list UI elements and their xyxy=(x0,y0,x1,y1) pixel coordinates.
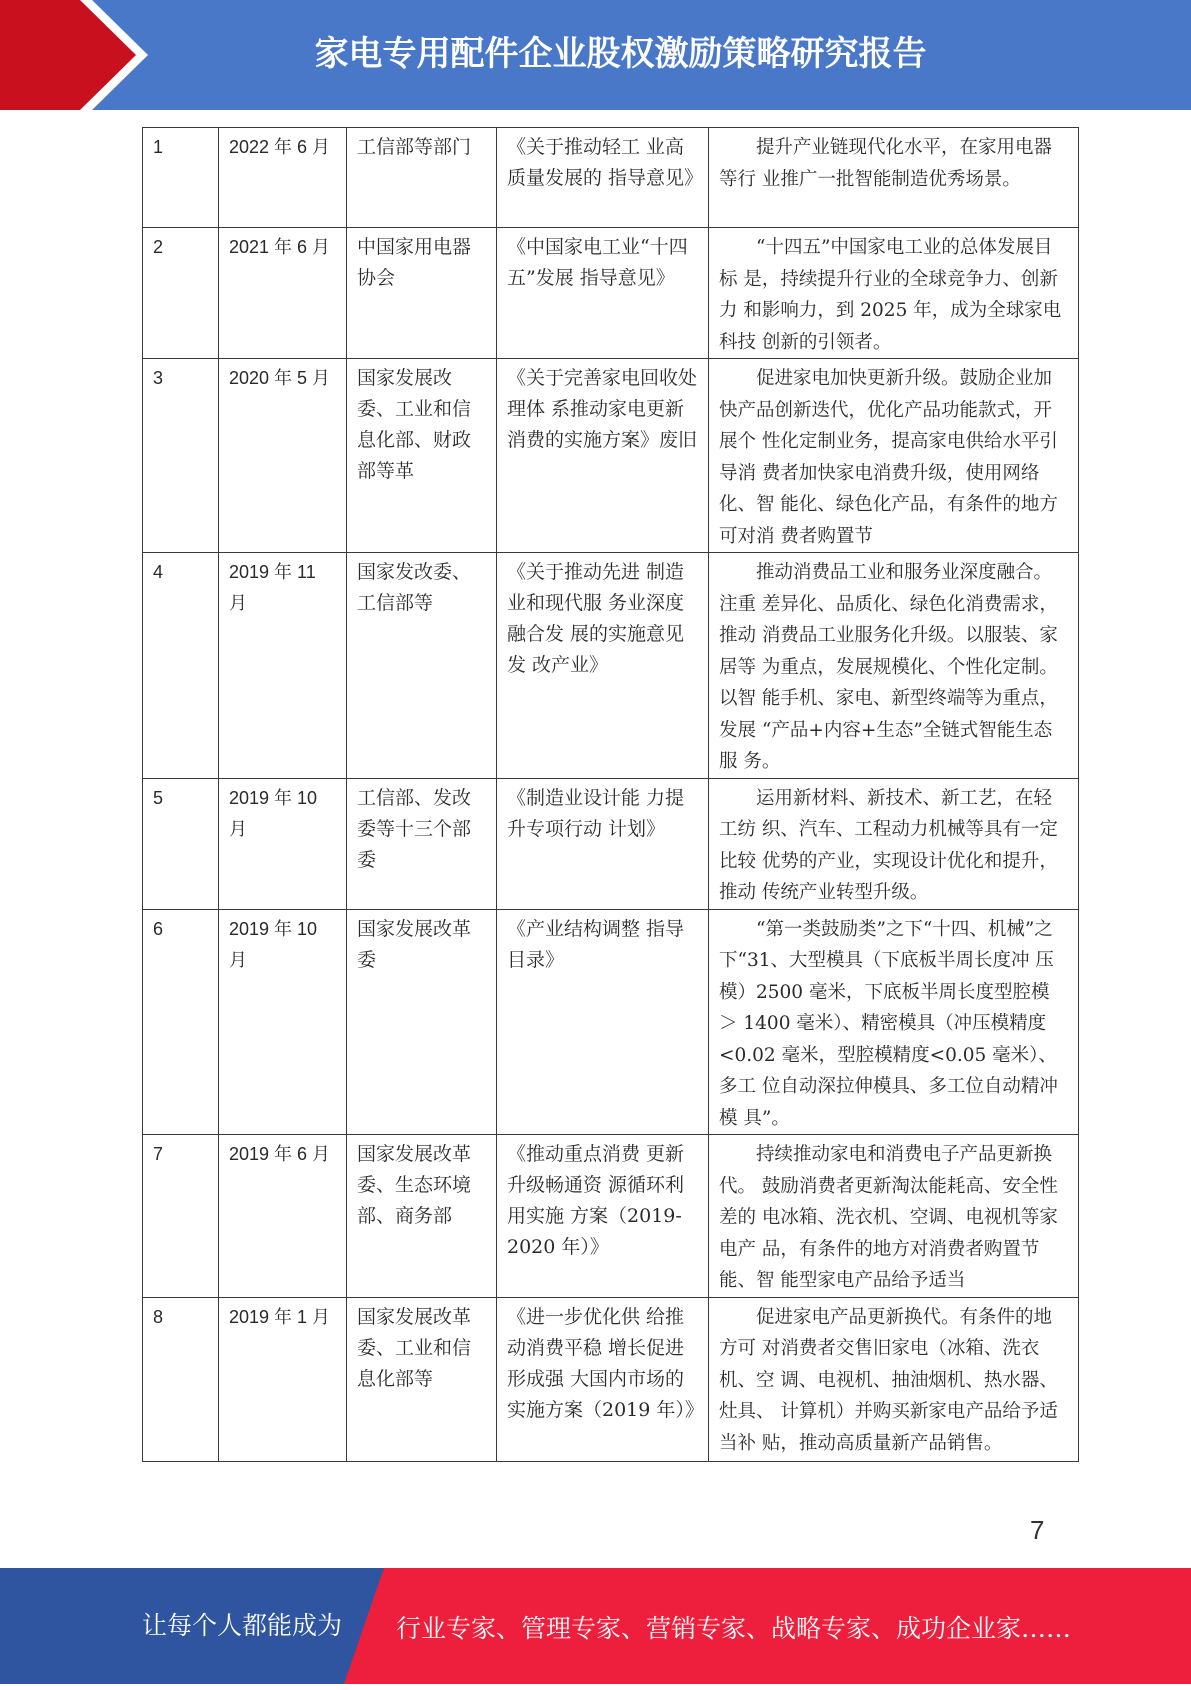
issuing-department: 国家发展改革委、生态环境部、商务部 xyxy=(347,1135,497,1298)
row-number: 4 xyxy=(143,553,219,779)
issue-date: 2019 年 6 月 xyxy=(219,1135,347,1298)
issuing-department: 中国家用电器协会 xyxy=(347,228,497,359)
policy-document: 《关于推动轻工 业高质量发展的 指导意见》 xyxy=(497,128,709,228)
policy-content: “第一类鼓励类”之下“十四、机械”之下“31、大型模具（下底板半周长度冲 压模）2500 毫米，下底板半周长度型腔模 ＞ 1400 毫米）、精密模具（冲压模精度 <0.02 毫米，型腔模精度<0.05 毫米）、多工 位自动深拉伸模具、多工位自动精冲模 具”。 xyxy=(709,909,1079,1135)
policy-document: 《制造业设计能 力提升专项行动 计划》 xyxy=(497,778,709,909)
report-title: 家电专用配件企业股权激励策略研究报告 xyxy=(314,34,927,74)
table-row xyxy=(143,228,1079,359)
row-number: 2 xyxy=(143,228,219,359)
row-number: 6 xyxy=(143,909,219,1135)
policy-document: 《关于推动先进 制造业和现代服 务业深度融合发 展的实施意见发 改产业》 xyxy=(497,553,709,779)
policy-content: 运用新材料、新技术、新工艺，在轻工纺 织、汽车、工程动力机械等具有一定比较 优势的产业，实现设计优化和提升，推动 传统产业转型升级。 xyxy=(709,778,1079,909)
issue-date: 2022 年 6 月 xyxy=(219,128,347,228)
table-row xyxy=(143,1297,1079,1461)
issuing-department: 国家发展改革委、工业和信息化部等 xyxy=(347,1297,497,1461)
row-number: 1 xyxy=(143,128,219,228)
row-number: 8 xyxy=(143,1297,219,1461)
issuing-department: 国家发改委、工信部等 xyxy=(347,553,497,779)
header-arrow-decoration xyxy=(0,0,155,110)
footer-slogan-left: 让每个人都能成为 xyxy=(142,1611,343,1640)
policy-content: 促进家电产品更新换代。有条件的地方可 对消费者交售旧家电（冰箱、洗衣机、空 调、电视机、抽油烟机、热水器、灶具、 计算机）并购买新家电产品给予适当补 贴，推动高质量新产品销售。 xyxy=(709,1297,1079,1461)
issue-date: 2019 年 1 月 xyxy=(219,1297,347,1461)
policy-document: 《推动重点消费 更新升级畅通资 源循环利用实施 方案（2019- 2020 年）》 xyxy=(497,1135,709,1298)
page-number: 7 xyxy=(1030,1515,1045,1545)
table-row xyxy=(143,128,1079,228)
policy-document: 《进一步优化供 给推动消费平稳 增长促进形成强 大国内市场的实施方案（2019 年）》 xyxy=(497,1297,709,1461)
footer-slogan-right: 行业专家、管理专家、营销专家、战略专家、成功企业家…… xyxy=(396,1614,1072,1643)
policy-table xyxy=(142,127,1079,1462)
issue-date: 2019 年 11 月 xyxy=(219,553,347,779)
issue-date: 2021 年 6 月 xyxy=(219,228,347,359)
table-row xyxy=(143,553,1079,779)
table-row xyxy=(143,778,1079,909)
table-row xyxy=(143,1135,1079,1298)
issuing-department: 工信部、发改委等十三个部委 xyxy=(347,778,497,909)
policy-content: 持续推动家电和消费电子产品更新换代。 鼓励消费者更新淘汰能耗高、安全性差的 电冰箱、洗衣机、空调、电视机等家电产 品，有条件的地方对消费者购置节能、智 能型家电产品给予适当 xyxy=(709,1135,1079,1298)
policy-document: 《中国家电工业“十四五”发展 指导意见》 xyxy=(497,228,709,359)
table-row xyxy=(143,359,1079,553)
issuing-department: 工信部等部门 xyxy=(347,128,497,228)
policy-document: 《关于完善家电回收处理体 系推动家电更新 消费的实施方案》废旧 xyxy=(497,359,709,553)
issue-date: 2019 年 10 月 xyxy=(219,909,347,1135)
policy-content: 促进家电加快更新升级。鼓励企业加快产品创新迭代，优化产品功能款式，开展个 性化定制业务，提高家电供给水平引导消 费者加快家电消费升级，使用网络化、智 能化、绿色化产品，有条件的地方可对消 费者购置节 xyxy=(709,359,1079,553)
issue-date: 2019 年 10 月 xyxy=(219,778,347,909)
policy-content: 推动消费品工业和服务业深度融合。注重 差异化、品质化、绿色化消费需求，推动 消费品工业服务化升级。以服装、家居等 为重点，发展规模化、个性化定制。以智 能手机、家电、新型终端等为重点，发展 “产品+内容+生态”全链式智能生态服 务。 xyxy=(709,553,1079,779)
row-number: 5 xyxy=(143,778,219,909)
row-number: 3 xyxy=(143,359,219,553)
row-number: 7 xyxy=(143,1135,219,1298)
issue-date: 2020 年 5 月 xyxy=(219,359,347,553)
footer-banner xyxy=(0,1568,1191,1684)
header-banner xyxy=(0,0,1191,110)
policy-document: 《产业结构调整 指导目录》 xyxy=(497,909,709,1135)
policy-content: “十四五”中国家电工业的总体发展目标 是，持续提升行业的全球竞争力、创新力 和影响力，到 2025 年，成为全球家电科技 创新的引领者。 xyxy=(709,228,1079,359)
policy-content: 提升产业链现代化水平，在家用电器等行 业推广一批智能制造优秀场景。 xyxy=(709,128,1079,228)
table-row xyxy=(143,909,1079,1135)
issuing-department: 国家发展改委、工业和信息化部、财政部等革 xyxy=(347,359,497,553)
issuing-department: 国家发展改革委 xyxy=(347,909,497,1135)
